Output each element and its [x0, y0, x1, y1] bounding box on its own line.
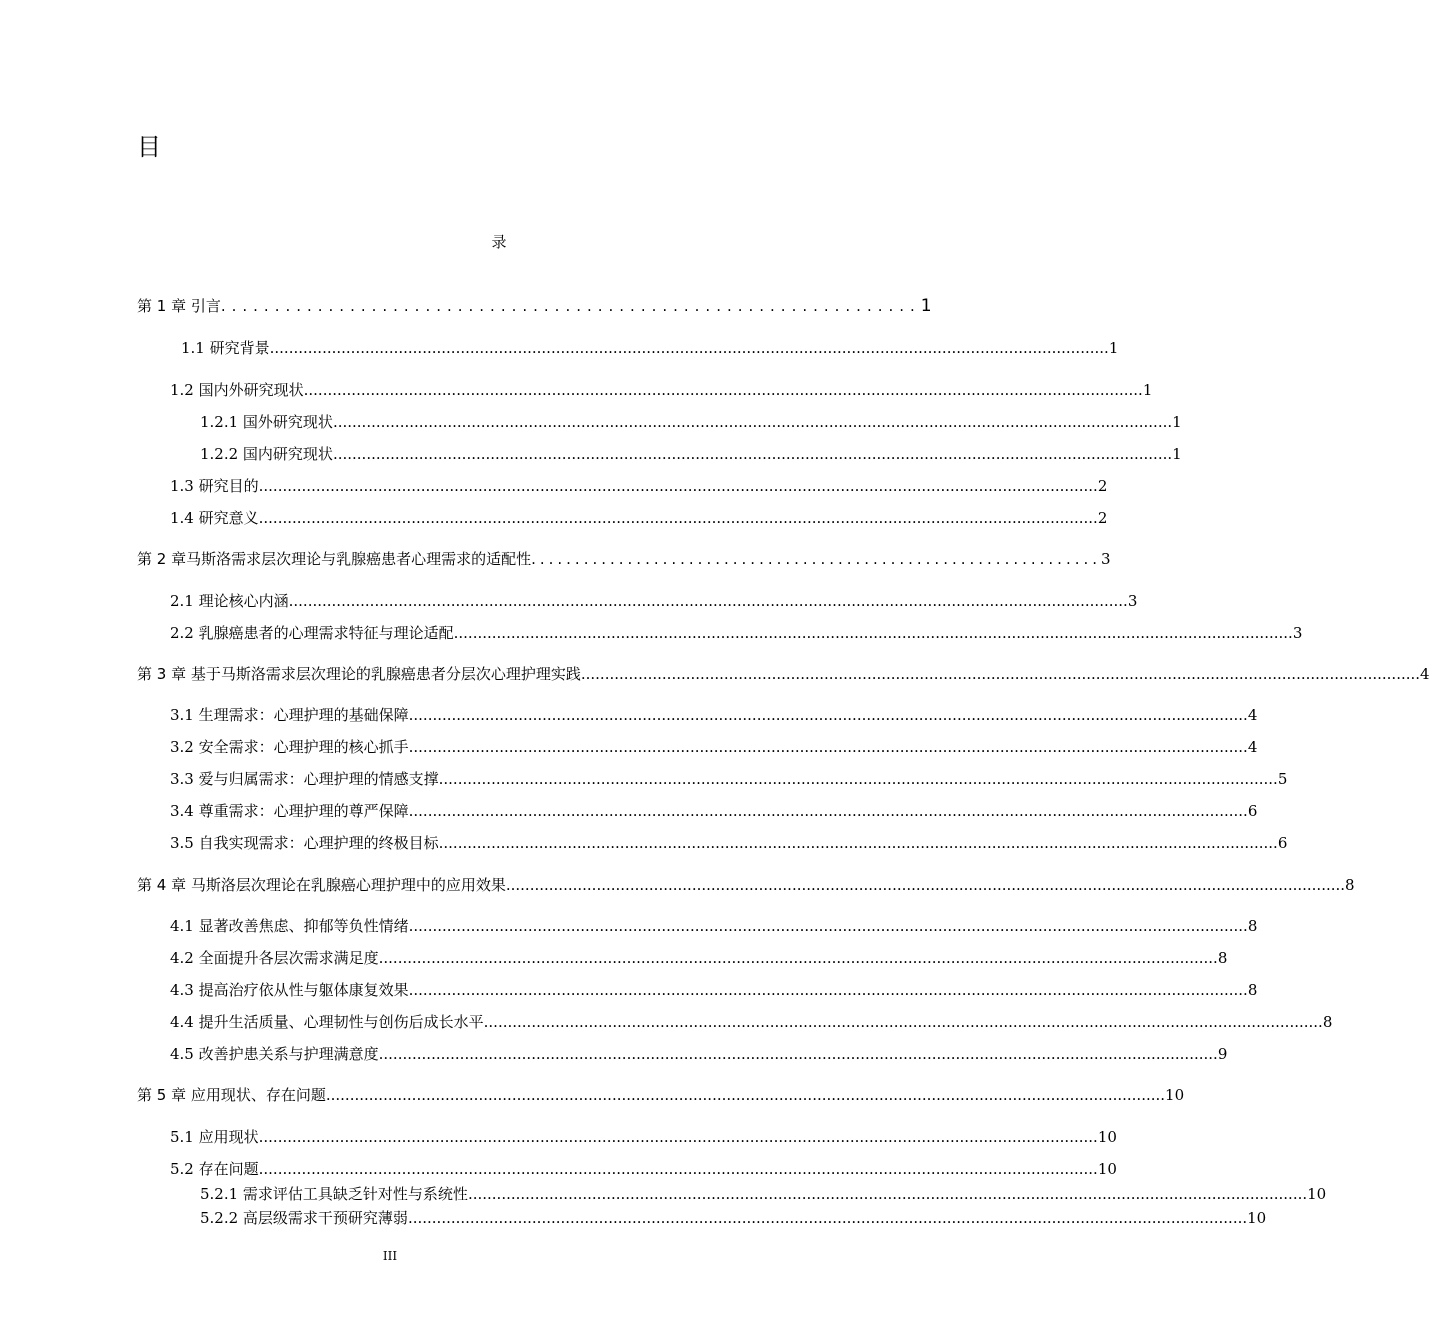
- toc-leader: ................................................................................................................................................................................: [303, 381, 1143, 399]
- toc-leader: ................................................................................................................................................................................: [408, 802, 1248, 820]
- toc-entry[interactable]: [137, 296, 932, 316]
- toc-entry-page: 8: [1345, 876, 1355, 894]
- toc-entry-label: 2.2 乳腺癌患者的心理需求特征与理论适配: [170, 624, 454, 642]
- toc-entry-label: 5.2 存在问题: [170, 1160, 259, 1178]
- toc-entry-label: 第 4 章 马斯洛层次理论在乳腺癌心理护理中的应用效果: [137, 876, 506, 894]
- toc-leader: ................................................................................................................................................................................: [258, 1128, 1098, 1146]
- page-number: III: [382, 1249, 398, 1263]
- toc-entry-label: 第 1 章 引言: [137, 297, 221, 315]
- toc-entry[interactable]: [137, 549, 1111, 569]
- toc-entry-label: 5.2.1 需求评估工具缺乏针对性与系统性: [200, 1185, 468, 1203]
- toc-entry-label: 3.3 爱与归属需求：心理护理的情感支撑: [170, 770, 439, 788]
- toc-leader: ................................................................................................................................................................................: [483, 1013, 1323, 1031]
- toc-entry[interactable]: [137, 875, 1355, 895]
- toc-entry-label: 第 5 章 应用现状、存在问题: [137, 1086, 326, 1104]
- toc-entry-page: 1: [1108, 339, 1119, 357]
- toc-entry[interactable]: [200, 1208, 1267, 1228]
- toc-entry[interactable]: [137, 664, 1430, 684]
- toc-entry-page: 8: [1322, 1013, 1333, 1031]
- toc-leader: ................................................................................................................................................................................: [258, 477, 1098, 495]
- toc-leader: ................................................................................................................................................................................: [408, 981, 1248, 999]
- toc-entry-label: 1.2.2 国内研究现状: [200, 445, 333, 463]
- toc-leader: ................................................................................................................................................................................: [453, 624, 1293, 642]
- toc-entry-page: 4: [1420, 665, 1430, 683]
- toc-leader: ................................................................................................................................................................................: [332, 413, 1173, 431]
- toc-leader: ................................................................................................................................................................................: [288, 592, 1128, 610]
- toc-entry-page: 4: [1247, 738, 1258, 756]
- toc-leader: ................................................................................................................................................................................: [332, 445, 1173, 463]
- toc-entry-page: 10: [1097, 1128, 1117, 1146]
- toc-entry[interactable]: [170, 980, 1258, 1000]
- toc-entry-page: 10: [1097, 1160, 1117, 1178]
- toc-entry-page: 1: [920, 296, 932, 316]
- toc-entry[interactable]: [170, 705, 1258, 725]
- toc-title-first-char: 目: [137, 133, 161, 161]
- toc-entry[interactable]: [170, 769, 1288, 789]
- toc-entry-label: 1.3 研究目的: [170, 477, 259, 495]
- toc-entry[interactable]: [170, 801, 1258, 821]
- toc-leader: ................................................................................................................................................................................: [258, 1160, 1098, 1178]
- toc-leader: .................................................................: [220, 297, 921, 315]
- toc-entry-page: 4: [1247, 706, 1258, 724]
- toc-entry-label: 4.3 提高治疗依从性与躯体康复效果: [170, 981, 409, 999]
- toc-entry[interactable]: [170, 1159, 1117, 1179]
- toc-entry-label: 3.5 自我实现需求：心理护理的终极目标: [170, 834, 439, 852]
- toc-entry-page: 6: [1247, 802, 1258, 820]
- toc-entry-page: 8: [1247, 981, 1258, 999]
- toc-entry-label: 第 3 章 基于马斯洛需求层次理论的乳腺癌患者分层次心理护理实践: [137, 665, 581, 683]
- toc-entry-page: 10: [1307, 1185, 1327, 1203]
- toc-entry[interactable]: [170, 476, 1108, 496]
- toc-entry[interactable]: [170, 623, 1303, 643]
- toc-leader: ................................................................................................................................................................................: [407, 1209, 1248, 1227]
- toc-entry-label: 3.1 生理需求：心理护理的基础保障: [170, 706, 409, 724]
- toc-entry[interactable]: [170, 1044, 1228, 1064]
- toc-entry-label: 2.1 理论核心内涵: [170, 592, 289, 610]
- toc-entry[interactable]: [170, 737, 1258, 757]
- toc-entry[interactable]: [170, 916, 1258, 936]
- toc-entry-label: 1.1 研究背景: [181, 339, 270, 357]
- toc-leader: ................................................................................................................................................................................: [505, 876, 1346, 894]
- toc-leader: ................................................................................................................................................................................: [325, 1086, 1166, 1104]
- toc-entry-page: 3: [1127, 592, 1138, 610]
- toc-entry[interactable]: [170, 833, 1288, 853]
- toc-entry[interactable]: [170, 508, 1108, 528]
- toc-entry-page: 3: [1101, 550, 1111, 568]
- toc-leader: ................................................................................................................................................................................: [438, 770, 1278, 788]
- toc-entry[interactable]: [181, 338, 1119, 358]
- toc-leader: ................................................................................................................................................................................: [580, 665, 1421, 683]
- toc-entry[interactable]: [170, 1012, 1333, 1032]
- toc-entry-label: 5.1 应用现状: [170, 1128, 259, 1146]
- toc-entry[interactable]: [137, 1085, 1185, 1105]
- toc-leader: ................................................................................................................................................................................: [467, 1185, 1308, 1203]
- toc-entry[interactable]: [200, 412, 1182, 432]
- toc-entry-page: 8: [1217, 949, 1228, 967]
- toc-leader: ................................................................................................................................................................................: [269, 339, 1109, 357]
- toc-entry-page: 1: [1172, 413, 1182, 431]
- toc-leader: ................................................................................................................................................................................: [438, 834, 1278, 852]
- toc-entry[interactable]: [200, 444, 1182, 464]
- toc-entry-page: 9: [1217, 1045, 1228, 1063]
- toc-entry[interactable]: [170, 1127, 1117, 1147]
- toc-entry-page: 1: [1172, 445, 1182, 463]
- toc-entry-label: 4.4 提升生活质量、心理韧性与创伤后成长水平: [170, 1013, 484, 1031]
- toc-leader: .................................................................: [531, 550, 1102, 568]
- toc-entry[interactable]: [170, 380, 1153, 400]
- toc-entry-page: 3: [1292, 624, 1303, 642]
- toc-entry-label: 3.4 尊重需求：心理护理的尊严保障: [170, 802, 409, 820]
- toc-entry[interactable]: [170, 948, 1228, 968]
- toc-entry-label: 4.5 改善护患关系与护理满意度: [170, 1045, 379, 1063]
- toc-entry-page: 2: [1097, 509, 1108, 527]
- toc-leader: ................................................................................................................................................................................: [408, 738, 1248, 756]
- toc-entry-page: 10: [1165, 1086, 1185, 1104]
- toc-leader: ................................................................................................................................................................................: [408, 917, 1248, 935]
- toc-entry-label: 4.2 全面提升各层次需求满足度: [170, 949, 379, 967]
- toc-leader: ................................................................................................................................................................................: [258, 509, 1098, 527]
- toc-leader: ................................................................................................................................................................................: [378, 1045, 1218, 1063]
- toc-leader: ................................................................................................................................................................................: [378, 949, 1218, 967]
- toc-entry-label: 1.2 国内外研究现状: [170, 381, 304, 399]
- toc-entry-label: 4.1 显著改善焦虑、抑郁等负性情绪: [170, 917, 409, 935]
- toc-title-second-char: 录: [491, 233, 507, 251]
- toc-entry[interactable]: [170, 591, 1138, 611]
- toc-entry-page: 1: [1142, 381, 1153, 399]
- toc-entry-page: 8: [1247, 917, 1258, 935]
- toc-entry-page: 5: [1277, 770, 1288, 788]
- toc-entry-page: 10: [1247, 1209, 1267, 1227]
- toc-entry-page: 6: [1277, 834, 1288, 852]
- toc-entry-page: 2: [1097, 477, 1108, 495]
- toc-entry-label: 第 2 章马斯洛需求层次理论与乳腺癌患者心理需求的适配性: [137, 550, 532, 568]
- toc-entry-label: 3.2 安全需求：心理护理的核心抓手: [170, 738, 409, 756]
- toc-entry-label: 1.2.1 国外研究现状: [200, 413, 333, 431]
- toc-leader: ................................................................................................................................................................................: [408, 706, 1248, 724]
- toc-entry-label: 5.2.2 高层级需求干预研究薄弱: [200, 1209, 408, 1227]
- toc-entry[interactable]: [200, 1184, 1327, 1204]
- toc-entry-label: 1.4 研究意义: [170, 509, 259, 527]
